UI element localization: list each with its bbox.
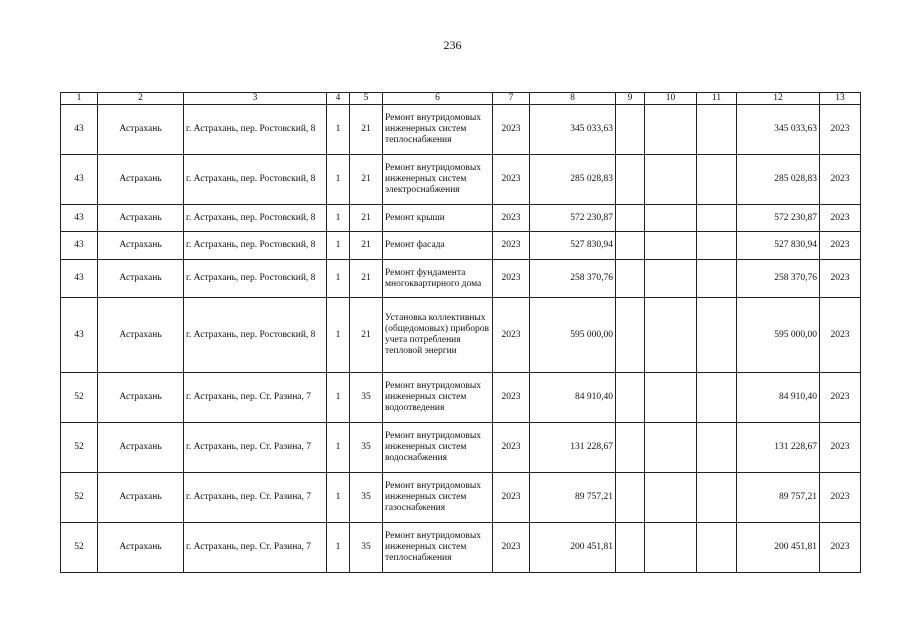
- col10-cell: [645, 473, 697, 523]
- col9-cell: [616, 298, 645, 373]
- work-type-cell: Ремонт фундамента многоквартирного дома: [383, 260, 493, 298]
- year-end-cell: 2023: [820, 523, 861, 573]
- total-cell: 200 451,81: [737, 523, 820, 573]
- column-header: 3: [184, 93, 327, 105]
- col9-cell: [616, 260, 645, 298]
- house-number-cell: 43: [61, 205, 98, 232]
- col11-cell: [697, 523, 737, 573]
- column-header: 10: [645, 93, 697, 105]
- col11-cell: [697, 423, 737, 473]
- table-row: [61, 423, 861, 473]
- col10-cell: [645, 298, 697, 373]
- municipality-cell: Астрахань: [98, 523, 184, 573]
- work-type-cell: Ремонт внутридомовых инженерных систем электроснабжения: [383, 155, 493, 205]
- house-number-cell: 52: [61, 373, 98, 423]
- table-row: [61, 105, 861, 155]
- col9-cell: [616, 373, 645, 423]
- column-header: 2: [98, 93, 184, 105]
- table-row: [61, 298, 861, 373]
- col9-cell: [616, 423, 645, 473]
- address-cell: г. Астрахань, пер. Ростовский, 8: [184, 105, 327, 155]
- repair-program-table: [60, 92, 861, 573]
- col11-cell: [697, 105, 737, 155]
- col9-cell: [616, 232, 645, 260]
- address-cell: г. Астрахань, пер. Ростовский, 8: [184, 205, 327, 232]
- year-end-cell: 2023: [820, 298, 861, 373]
- col10-cell: [645, 105, 697, 155]
- total-cell: 285 028,83: [737, 155, 820, 205]
- col11-cell: [697, 205, 737, 232]
- col11-cell: [697, 298, 737, 373]
- municipality-cell: Астрахань: [98, 105, 184, 155]
- house-number-cell: 52: [61, 423, 98, 473]
- address-cell: г. Астрахань, пер. Ростовский, 8: [184, 232, 327, 260]
- col4-cell: 1: [327, 105, 350, 155]
- municipality-cell: Астрахань: [98, 260, 184, 298]
- municipality-cell: Астрахань: [98, 423, 184, 473]
- col5-cell: 35: [350, 423, 383, 473]
- col4-cell: 1: [327, 155, 350, 205]
- year-cell: 2023: [493, 423, 530, 473]
- col5-cell: 21: [350, 105, 383, 155]
- address-cell: г. Астрахань, пер. Ростовский, 8: [184, 298, 327, 373]
- house-number-cell: 43: [61, 298, 98, 373]
- col5-cell: 35: [350, 473, 383, 523]
- col10-cell: [645, 205, 697, 232]
- table-row: [61, 232, 861, 260]
- year-end-cell: 2023: [820, 105, 861, 155]
- work-type-cell: Ремонт внутридомовых инженерных систем водоотведения: [383, 373, 493, 423]
- total-cell: 89 757,21: [737, 473, 820, 523]
- col5-cell: 21: [350, 232, 383, 260]
- table-row: [61, 373, 861, 423]
- column-header: 13: [820, 93, 861, 105]
- address-cell: г. Астрахань, пер. Ростовский, 8: [184, 155, 327, 205]
- total-cell: 345 033,63: [737, 105, 820, 155]
- year-end-cell: 2023: [820, 260, 861, 298]
- year-cell: 2023: [493, 523, 530, 573]
- year-end-cell: 2023: [820, 205, 861, 232]
- column-header: 9: [616, 93, 645, 105]
- house-number-cell: 43: [61, 155, 98, 205]
- municipality-cell: Астрахань: [98, 298, 184, 373]
- year-end-cell: 2023: [820, 473, 861, 523]
- address-cell: г. Астрахань, пер. Ст. Разина, 7: [184, 373, 327, 423]
- address-cell: г. Астрахань, пер. Ст. Разина, 7: [184, 423, 327, 473]
- cost-cell: 285 028,83: [530, 155, 616, 205]
- year-end-cell: 2023: [820, 155, 861, 205]
- table-row: [61, 155, 861, 205]
- total-cell: 527 830,94: [737, 232, 820, 260]
- work-type-cell: Ремонт внутридомовых инженерных систем газоснабжения: [383, 473, 493, 523]
- column-header: 4: [327, 93, 350, 105]
- col5-cell: 35: [350, 523, 383, 573]
- col4-cell: 1: [327, 473, 350, 523]
- col5-cell: 35: [350, 373, 383, 423]
- col5-cell: 21: [350, 298, 383, 373]
- column-header: 11: [697, 93, 737, 105]
- col5-cell: 21: [350, 155, 383, 205]
- col10-cell: [645, 373, 697, 423]
- year-end-cell: 2023: [820, 423, 861, 473]
- address-cell: г. Астрахань, пер. Ст. Разина, 7: [184, 523, 327, 573]
- year-cell: 2023: [493, 473, 530, 523]
- total-cell: 84 910,40: [737, 373, 820, 423]
- col4-cell: 1: [327, 298, 350, 373]
- col4-cell: 1: [327, 523, 350, 573]
- cost-cell: 89 757,21: [530, 473, 616, 523]
- cost-cell: 200 451,81: [530, 523, 616, 573]
- col11-cell: [697, 260, 737, 298]
- cost-cell: 345 033,63: [530, 105, 616, 155]
- work-type-cell: Ремонт внутридомовых инженерных систем теплоснабжения: [383, 523, 493, 573]
- year-cell: 2023: [493, 298, 530, 373]
- col4-cell: 1: [327, 373, 350, 423]
- header-row: [61, 93, 861, 105]
- col9-cell: [616, 105, 645, 155]
- col5-cell: 21: [350, 205, 383, 232]
- column-header: 6: [383, 93, 493, 105]
- total-cell: 131 228,67: [737, 423, 820, 473]
- col10-cell: [645, 423, 697, 473]
- cost-cell: 527 830,94: [530, 232, 616, 260]
- col5-cell: 21: [350, 260, 383, 298]
- col10-cell: [645, 260, 697, 298]
- cost-cell: 258 370,76: [530, 260, 616, 298]
- year-cell: 2023: [493, 205, 530, 232]
- col9-cell: [616, 523, 645, 573]
- col11-cell: [697, 373, 737, 423]
- house-number-cell: 52: [61, 473, 98, 523]
- year-end-cell: 2023: [820, 232, 861, 260]
- house-number-cell: 52: [61, 523, 98, 573]
- column-header: 12: [737, 93, 820, 105]
- col10-cell: [645, 155, 697, 205]
- cost-cell: 131 228,67: [530, 423, 616, 473]
- total-cell: 258 370,76: [737, 260, 820, 298]
- total-cell: 595 000,00: [737, 298, 820, 373]
- work-type-cell: Установка коллективных (общедомовых) приборов учета потребления тепловой энергии: [383, 298, 493, 373]
- column-header: 8: [530, 93, 616, 105]
- municipality-cell: Астрахань: [98, 205, 184, 232]
- cost-cell: 572 230,87: [530, 205, 616, 232]
- col10-cell: [645, 523, 697, 573]
- year-cell: 2023: [493, 105, 530, 155]
- table-row: [61, 260, 861, 298]
- column-header: 5: [350, 93, 383, 105]
- work-type-cell: Ремонт внутридомовых инженерных систем водоснабжения: [383, 423, 493, 473]
- year-cell: 2023: [493, 232, 530, 260]
- col9-cell: [616, 473, 645, 523]
- municipality-cell: Астрахань: [98, 373, 184, 423]
- col4-cell: 1: [327, 423, 350, 473]
- col9-cell: [616, 205, 645, 232]
- work-type-cell: Ремонт фасада: [383, 232, 493, 260]
- table-row: [61, 473, 861, 523]
- col10-cell: [645, 232, 697, 260]
- col9-cell: [616, 155, 645, 205]
- col11-cell: [697, 232, 737, 260]
- municipality-cell: Астрахань: [98, 473, 184, 523]
- cost-cell: 595 000,00: [530, 298, 616, 373]
- house-number-cell: 43: [61, 260, 98, 298]
- work-type-cell: Ремонт крыши: [383, 205, 493, 232]
- column-header: 1: [61, 93, 98, 105]
- col4-cell: 1: [327, 260, 350, 298]
- municipality-cell: Астрахань: [98, 155, 184, 205]
- year-cell: 2023: [493, 260, 530, 298]
- table-row: [61, 523, 861, 573]
- work-type-cell: Ремонт внутридомовых инженерных систем теплоснабжения: [383, 105, 493, 155]
- col4-cell: 1: [327, 205, 350, 232]
- year-cell: 2023: [493, 155, 530, 205]
- municipality-cell: Астрахань: [98, 232, 184, 260]
- table-row: [61, 205, 861, 232]
- col11-cell: [697, 155, 737, 205]
- col11-cell: [697, 473, 737, 523]
- cost-cell: 84 910,40: [530, 373, 616, 423]
- year-end-cell: 2023: [820, 373, 861, 423]
- address-cell: г. Астрахань, пер. Ст. Разина, 7: [184, 473, 327, 523]
- house-number-cell: 43: [61, 105, 98, 155]
- col4-cell: 1: [327, 232, 350, 260]
- address-cell: г. Астрахань, пер. Ростовский, 8: [184, 260, 327, 298]
- year-cell: 2023: [493, 373, 530, 423]
- column-header: 7: [493, 93, 530, 105]
- total-cell: 572 230,87: [737, 205, 820, 232]
- house-number-cell: 43: [61, 232, 98, 260]
- page-number: 236: [443, 38, 462, 52]
